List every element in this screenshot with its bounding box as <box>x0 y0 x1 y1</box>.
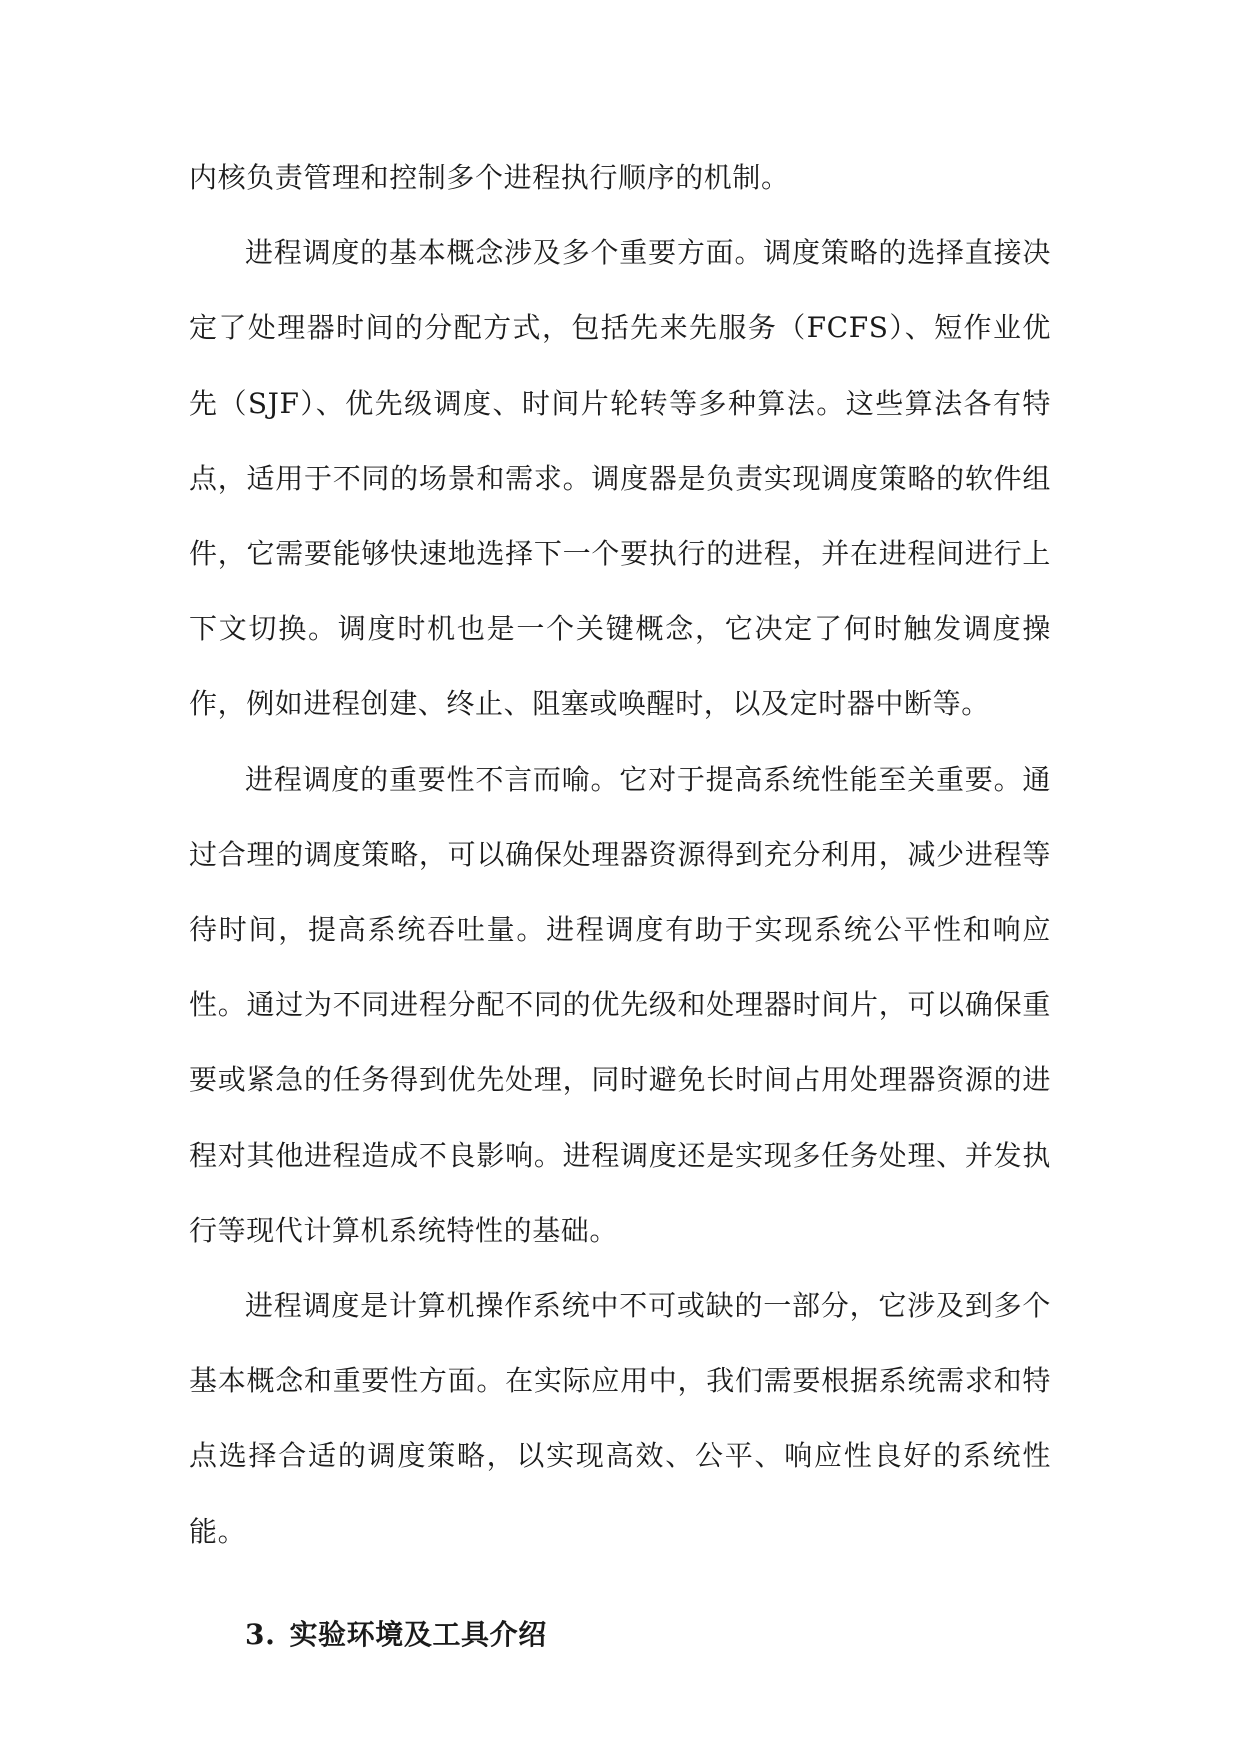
paragraph-scheduling-importance: 进程调度的重要性不言而喻。它对于提高系统性能至关重要。通过合理的调度策略，可以确保处理器资源得到充分利用，减少进程等待时间，提高系统吞吐量。进程调度有助于实现系统公平性和响应性。通过为不同进程分配不同的优先级和处理器时间片，可以确保重要或紧急的任务得到优先处理，同时避免长时间占用处理器资源的进程对其他进程造成不良影响。进程调度还是实现多任务处理、并发执行等现代计算机系统特性的基础。 <box>189 762 1051 1247</box>
section-number: 3. <box>245 1617 276 1651</box>
paragraph-scheduling-concepts: 进程调度的基本概念涉及多个重要方面。调度策略的选择直接决定了处理器时间的分配方式，包括先来先服务（FCFS）、短作业优先（SJF）、优先级调度、时间片轮转等多种算法。这些算法各有特点，适用于不同的场景和需求。调度器是负责实现调度策略的软件组件，它需要能够快速地选择下一个要执行的进程，并在进程间进行上下文切换。调度时机也是一个关键概念，它决定了何时触发调度操作，例如进程创建、终止、阻塞或唤醒时，以及定时器中断等。 <box>189 236 1051 721</box>
page-content <box>189 140 1051 1672</box>
paragraph-summary: 进程调度是计算机操作系统中不可或缺的一部分，它涉及到多个基本概念和重要性方面。在实际应用中，我们需要根据系统需求和特点选择合适的调度策略，以实现高效、公平、响应性良好的系统性能。 <box>189 1289 1051 1548</box>
paragraph-continuation: 内核负责管理和控制多个进程执行顺序的机制。 <box>189 161 790 194</box>
section-heading <box>189 1597 1051 1672</box>
section-title: 实验环境及工具介绍 <box>289 1617 547 1651</box>
